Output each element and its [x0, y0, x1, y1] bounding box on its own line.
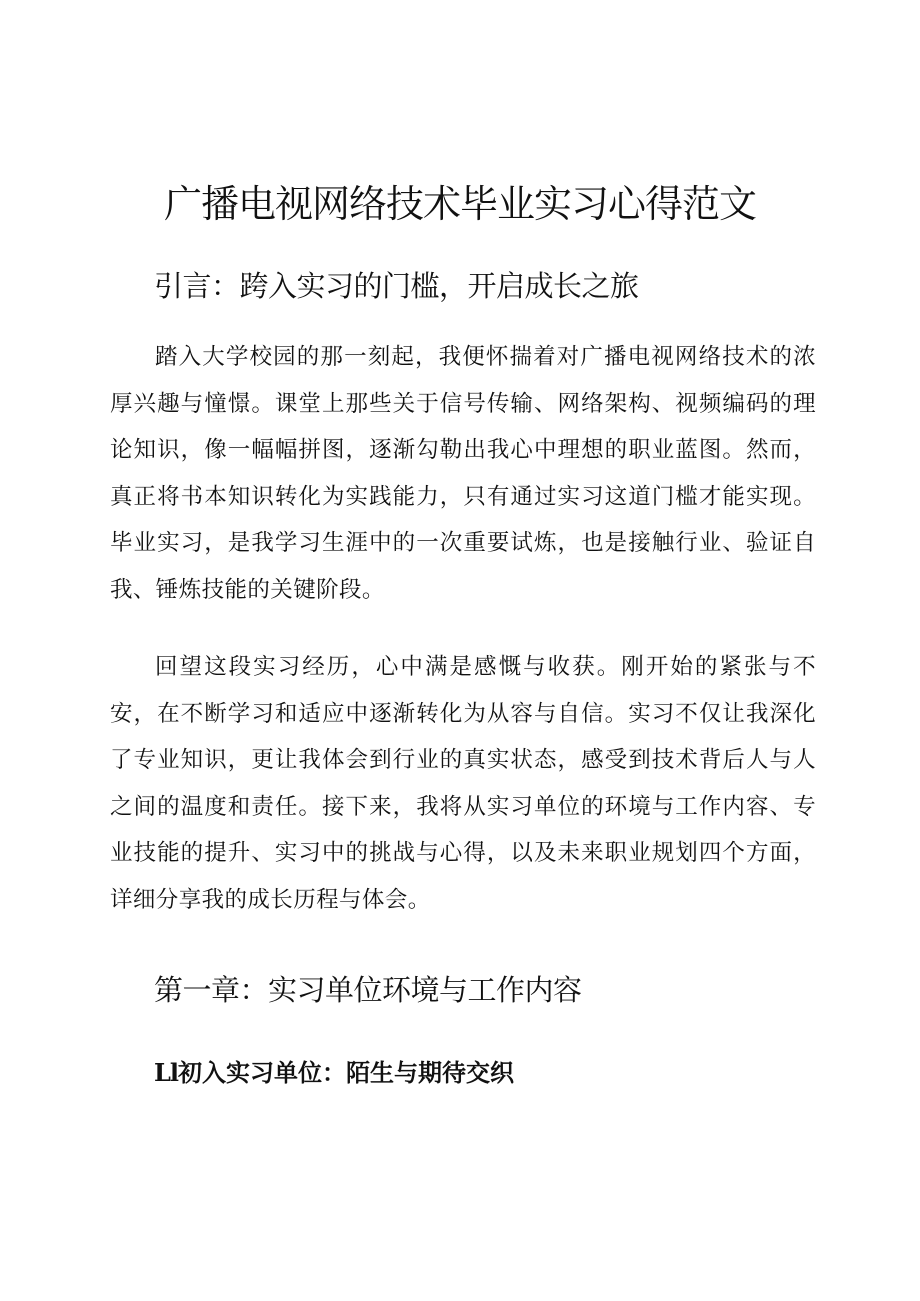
- section-1-1-heading: [154, 1056, 514, 1090]
- section-number: Ll: [154, 1058, 178, 1087]
- section-1-1-title: 初入实习单位：陌生与期待交织: [178, 1059, 514, 1087]
- intro-heading: 引言：跨入实习的门槛，开启成长之旅: [154, 269, 639, 303]
- intro-paragraph-1: 踏入大学校园的那一刻起，我便怀揣着对广播电视网络技术的浓厚兴趣与憧憬。课堂上那些关于信号传输、网络架构、视频编码的理论知识，像一幅幅拼图，逐渐勾勒出我心中理想的职业蓝图。然而，真正将书本知识转化为实践能力，只有通过实习这道门槛才能实现。毕业实习，是我学习生涯中的一次重要试炼，也是接触行业、验证自我、锤炼技能的关键阶段。: [110, 344, 816, 603]
- chapter-1-heading: 第一章：实习单位环境与工作内容: [154, 973, 582, 1007]
- document-title: 广播电视网络技术毕业实习心得范文: [163, 182, 756, 226]
- intro-paragraph-2: 回望这段实习经历，心中满是感慨与收获。刚开始的紧张与不安，在不断学习和适应中逐渐转化为从容与自信。实习不仅让我深化了专业知识，更让我体会到行业的真实状态，感受到技术背后人与人之间的温度和责任。接下来，我将从实习单位的环境与工作内容、专业技能的提升、实习中的挑战与心得，以及未来职业规划四个方面，详细分享我的成长历程与体会。: [110, 654, 816, 913]
